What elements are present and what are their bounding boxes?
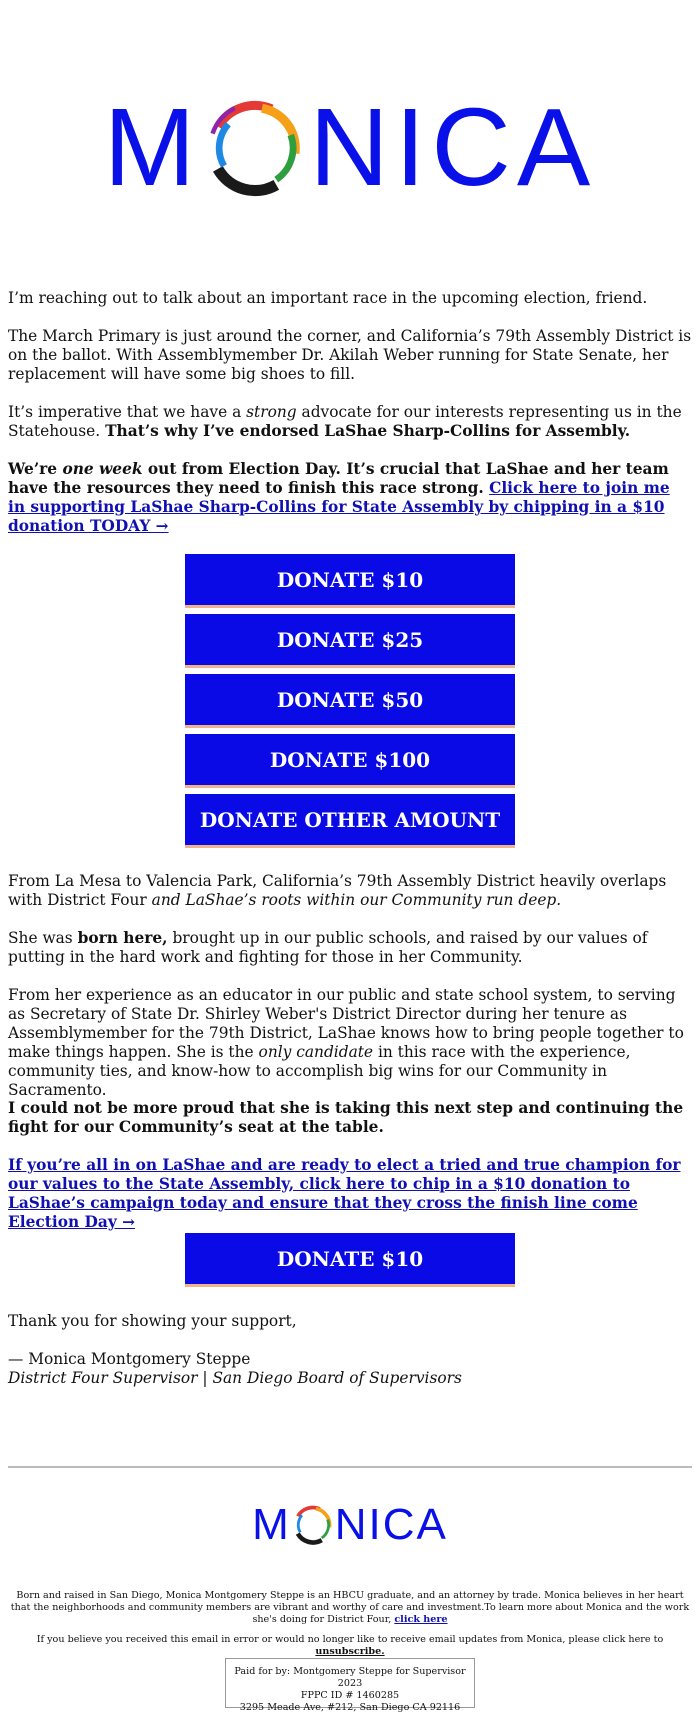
fppc-id: FPPC ID # 1460285 [300,1690,400,1701]
signer-name: — Monica Montgomery Steppe [8,1350,251,1368]
mailing-address: 3295 Meade Ave, #212, San Diego CA 92116 [239,1702,461,1713]
cta-paragraph: We’re one week out from Election Day. It’s crucial that LaShae and her team have the resources they need to finish this race strong. Click here to join me in supporting LaShae Sharp-Collins for State Assembly by chipping in a $10 donation TODAY → [8,460,670,535]
donate-other-button[interactable]: DONATE OTHER AMOUNT [185,794,515,848]
proud-paragraph: I could not be more proud that she is taking this next step and continuing the fight for our Community’s seat at the table. [8,1099,684,1136]
footer-logo-ring-icon [290,1502,336,1548]
thanks-line: Thank you for showing your support, [8,1312,297,1330]
intro-paragraph: I’m reaching out to talk about an important race in the upcoming election, friend. [8,289,648,307]
born-here-paragraph: She was born here, brought up in our public schools, and raised by our values of putting in the hard work and fighting for those in her Community. [8,929,648,966]
footer-divider [8,1466,692,1468]
endorse-paragraph: It’s imperative that we have a strong advocate for our interests representing us in the Statehouse. That’s why I’ve endorsed LaShae Sharp-Collins for Assembly. [8,403,682,440]
roots-paragraph: From La Mesa to Valencia Park, California’s 79th Assembly District heavily overlaps with District Four and LaShae’s roots within our Community run deep. [8,872,667,909]
unsubscribe-link[interactable]: unsubscribe. [315,1646,385,1657]
donate-link-bottom[interactable]: If you’re all in on LaShae and are ready to elect a tried and true champion for our values to the State Assembly, click here to chip in a $10 donation to LaShae’s campaign today and ensure that they cross the finish line come Election Day → [8,1156,681,1231]
primary-paragraph: The March Primary is just around the corner, and California’s 79th Assembly District is on the ballot. With Assemblymember Dr. Akilah Weber running for State Senate, her replacement will have some big shoes to fill. [8,327,692,383]
donate-link-top[interactable]: Click here to join me in supporting LaShae Sharp-Collins for State Assembly by chipping in a $10 donation TODAY → [8,479,670,535]
paid-for-line: Paid for by: Montgomery Steppe for Supervisor 2023 [234,1666,466,1689]
paid-for-box [225,1658,475,1713]
donate-25-button[interactable]: DONATE $25 [185,614,515,668]
donate-100-button[interactable]: DONATE $100 [185,734,515,788]
donate-50-button[interactable]: DONATE $50 [185,674,515,728]
footer-logo [0,1500,700,1550]
monica-logo [0,85,700,210]
donate-10-button-bottom[interactable]: DONATE $10 [185,1233,515,1287]
donate-10-button[interactable]: DONATE $10 [185,554,515,608]
cta-paragraph-bottom [8,1156,692,1232]
logo-text-left: M [103,85,202,209]
footer-bio: Born and raised in San Diego, Monica Montgomery Steppe is an HBCU graduate, and an attorney by trade. Monica believes in her heart that the neighborhoods and community members are vibrant and worthy of care and investment.To learn more about Monica and the work she's doing for District Four, click here [10,1590,690,1625]
footer-logo-text-left: M [252,1500,291,1549]
learn-more-link[interactable]: click here [394,1614,448,1625]
signer-title: District Four Supervisor | San Diego Board of Supervisors [8,1369,462,1387]
experience-paragraph: From her experience as an educator in our public and state school system, to serving as Secretary of State Dr. Shirley Weber's District Director during her tenure as Assemblymember for the 79th District, LaShae knows how to bring people together to make things happen. She is the only candidate in this race with the experience, community ties, and know-how to accomplish big wins for our Community in Sacramento. [8,986,684,1099]
footer-unsubscribe: If you believe you received this email in error or would no longer like to receive email updates from Monica, please click here to unsubscribe. [36,1634,664,1657]
logo-ring-icon [199,92,311,204]
logo-text-right: NICA [309,85,597,209]
footer-logo-text-right: NICA [334,1500,448,1549]
